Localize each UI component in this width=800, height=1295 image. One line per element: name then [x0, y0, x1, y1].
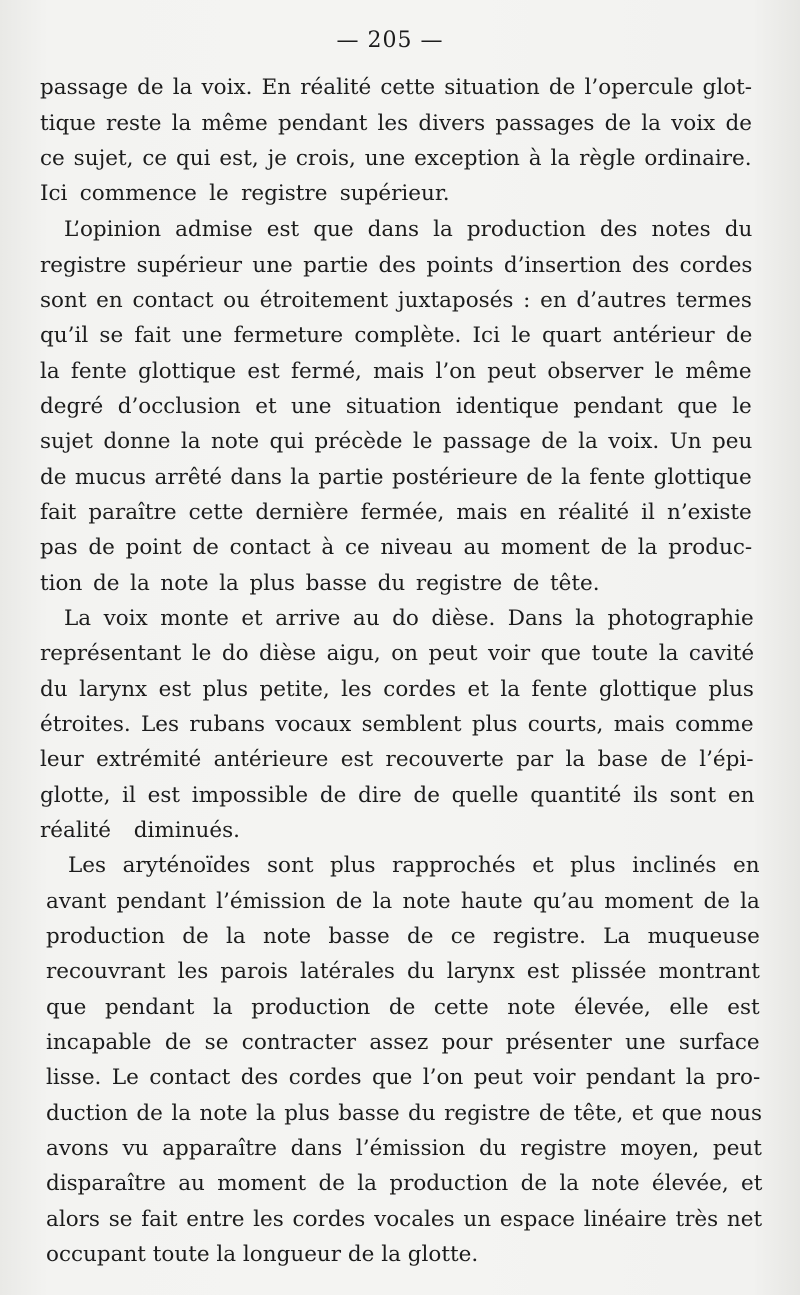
text-line: duction de la note la plus basse du registre de tête, et que nous — [46, 1101, 763, 1126]
text-line: fait paraître cette dernière fermée, mais en réalité il n’existe — [40, 500, 752, 525]
text-line: réalité diminués. — [40, 818, 240, 843]
text-line: pas de point de contact à ce niveau au moment de la produc- — [40, 535, 753, 560]
text-line: glotte, il est impossible de dire de quelle quantité ils sont en — [40, 783, 755, 808]
text-line: degré d’occlusion et une situation identique pendant que le — [40, 394, 752, 419]
text-line: passage de la voix. En réalité cette situation de l’opercule glot- — [40, 75, 753, 100]
text-line: sujet donne la note qui précède le passage de la voix. Un peu — [40, 429, 753, 454]
text-line: représentant le do dièse aigu, on peut voir que toute la cavité — [40, 641, 755, 666]
text-line: lisse. Le contact des cordes que l’on peut voir pendant la pro- — [46, 1065, 761, 1090]
text-line: alors se fait entre les cordes vocales un espace linéaire très net — [46, 1207, 763, 1232]
text-line: occupant toute la longueur de la glotte. — [46, 1242, 479, 1267]
text-line: La voix monte et arrive au do dièse. Dans la photographie — [64, 606, 754, 631]
text-line: sont en contact ou étroitement juxtaposés : en d’autres termes — [40, 288, 752, 313]
text-line: leur extrémité antérieure est recouverte par la base de l’épi- — [40, 747, 754, 772]
text-line: de mucus arrêté dans la partie postérieure de la fente glottique — [40, 465, 752, 490]
text-line: tique reste la même pendant les divers passages de la voix de — [40, 111, 752, 136]
text-line: du larynx est plus petite, les cordes et la fente glottique plus — [40, 677, 754, 702]
text-line: registre supérieur une partie des points d’insertion des cordes — [40, 253, 753, 278]
text-line: que pendant la production de cette note élevée, elle est — [46, 995, 760, 1020]
text-line: étroites. Les rubans vocaux semblent plus courts, mais comme — [40, 712, 754, 737]
text-line: recouvrant les parois latérales du larynx est plissée montrant — [46, 959, 760, 984]
text-line: disparaître au moment de la production de la note élevée, et — [46, 1171, 763, 1196]
page-number: — 205 — — [336, 28, 444, 53]
text-line: L’opinion admise est que dans la production des notes du — [64, 217, 753, 242]
text-line: la fente glottique est fermé, mais l’on peut observer le même — [40, 359, 752, 384]
text-line: qu’il se fait une fermeture complète. Ici le quart antérieur de — [40, 323, 753, 348]
text-line: avant pendant l’émission de la note haute qu’au moment de la — [46, 889, 760, 914]
text-line: production de la note basse de ce registre. La muqueuse — [46, 924, 760, 949]
text-line: avons vu apparaître dans l’émission du registre moyen, peut — [46, 1136, 762, 1161]
text-line: Ici commence le registre supérieur. — [40, 181, 450, 206]
text-line: Les aryténoïdes sont plus rapprochés et plus inclinés en — [68, 853, 760, 878]
text-line: tion de la note la plus basse du registre de tête. — [40, 571, 600, 596]
text-line: ce sujet, ce qui est, je crois, une exception à la règle ordinaire. — [40, 146, 752, 171]
text-line: incapable de se contracter assez pour présenter une surface — [46, 1030, 760, 1055]
